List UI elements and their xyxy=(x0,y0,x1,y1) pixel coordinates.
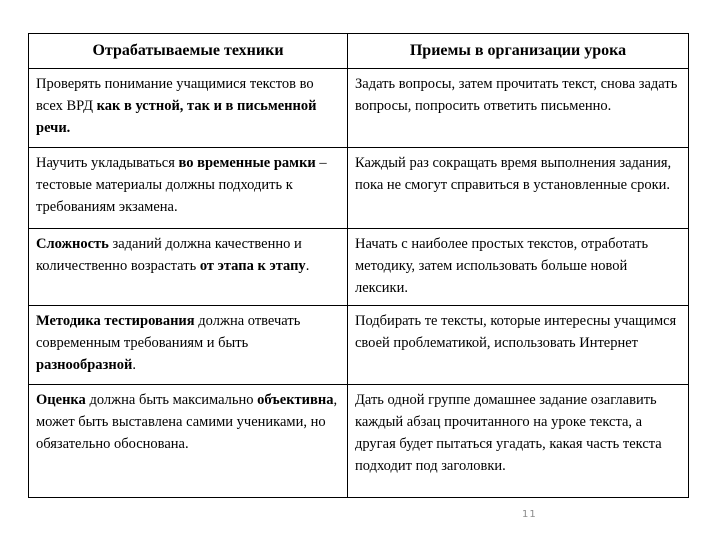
cell-text: – тестовые материалы должны подходить к требованиям экзамена. xyxy=(36,155,327,215)
cell-text: . xyxy=(132,357,136,373)
technique-cell xyxy=(29,148,348,229)
technique-cell xyxy=(29,229,348,306)
cell-text-bold: во временные рамки xyxy=(178,155,316,171)
table-row xyxy=(29,148,689,229)
cell-text: Научить укладываться xyxy=(36,155,179,171)
cell-text-bold: от этапа к этапу xyxy=(199,258,306,274)
cell-text: должна быть максимально xyxy=(85,392,258,408)
technique-cell xyxy=(29,69,348,148)
techniques-table xyxy=(28,33,689,498)
table-row xyxy=(29,306,689,385)
table-row xyxy=(29,69,689,148)
technique-cell xyxy=(29,306,348,385)
table-row xyxy=(29,385,689,498)
table-header-row xyxy=(29,34,689,69)
cell-text: Проверять понимание учащимися текстов во всех ВРД xyxy=(36,76,314,114)
cell-text-bold: Методика тестирования xyxy=(36,313,195,329)
method-cell: Задать вопросы, затем прочитать текст, снова задать вопросы, попросить ответить письменно. xyxy=(348,69,689,148)
technique-cell xyxy=(29,385,348,498)
method-cell: Каждый раз сокращать время выполнения задания, пока не смогут справиться в установленные сроки. xyxy=(348,148,689,229)
cell-text: должна отвечать современным требованиям и быть xyxy=(36,313,301,351)
table-row xyxy=(29,229,689,306)
cell-text-bold: как в устной, так и в письменной речи. xyxy=(36,98,317,136)
cell-text-bold: разнообразной xyxy=(36,357,133,373)
cell-text-bold: объективна xyxy=(257,392,334,408)
header-methods: Приемы в организации урока xyxy=(348,34,689,69)
cell-text: заданий должна качественно и количественно возрастать xyxy=(36,236,302,274)
header-techniques: Отрабатываемые техники xyxy=(29,34,348,69)
method-cell: Начать с наиболее простых текстов, отработать методику, затем использовать больше новой лексики. xyxy=(348,229,689,306)
page-number: 11 xyxy=(522,509,537,520)
method-cell: Подбирать те тексты, которые интересны учащимся своей проблематикой, использовать Интернет xyxy=(348,306,689,385)
cell-text: , может быть выставлена самими учениками, но обязательно обоснована. xyxy=(36,392,338,452)
cell-text-bold: Сложность xyxy=(36,236,109,252)
cell-text: . xyxy=(305,258,310,274)
cell-text-bold: Оценка xyxy=(36,392,86,408)
method-cell: Дать одной группе домашнее задание озаглавить каждый абзац прочитанного на уроке текста, а другая будет пытаться угадать, какая часть текста подходит под заголовки. xyxy=(348,385,689,498)
